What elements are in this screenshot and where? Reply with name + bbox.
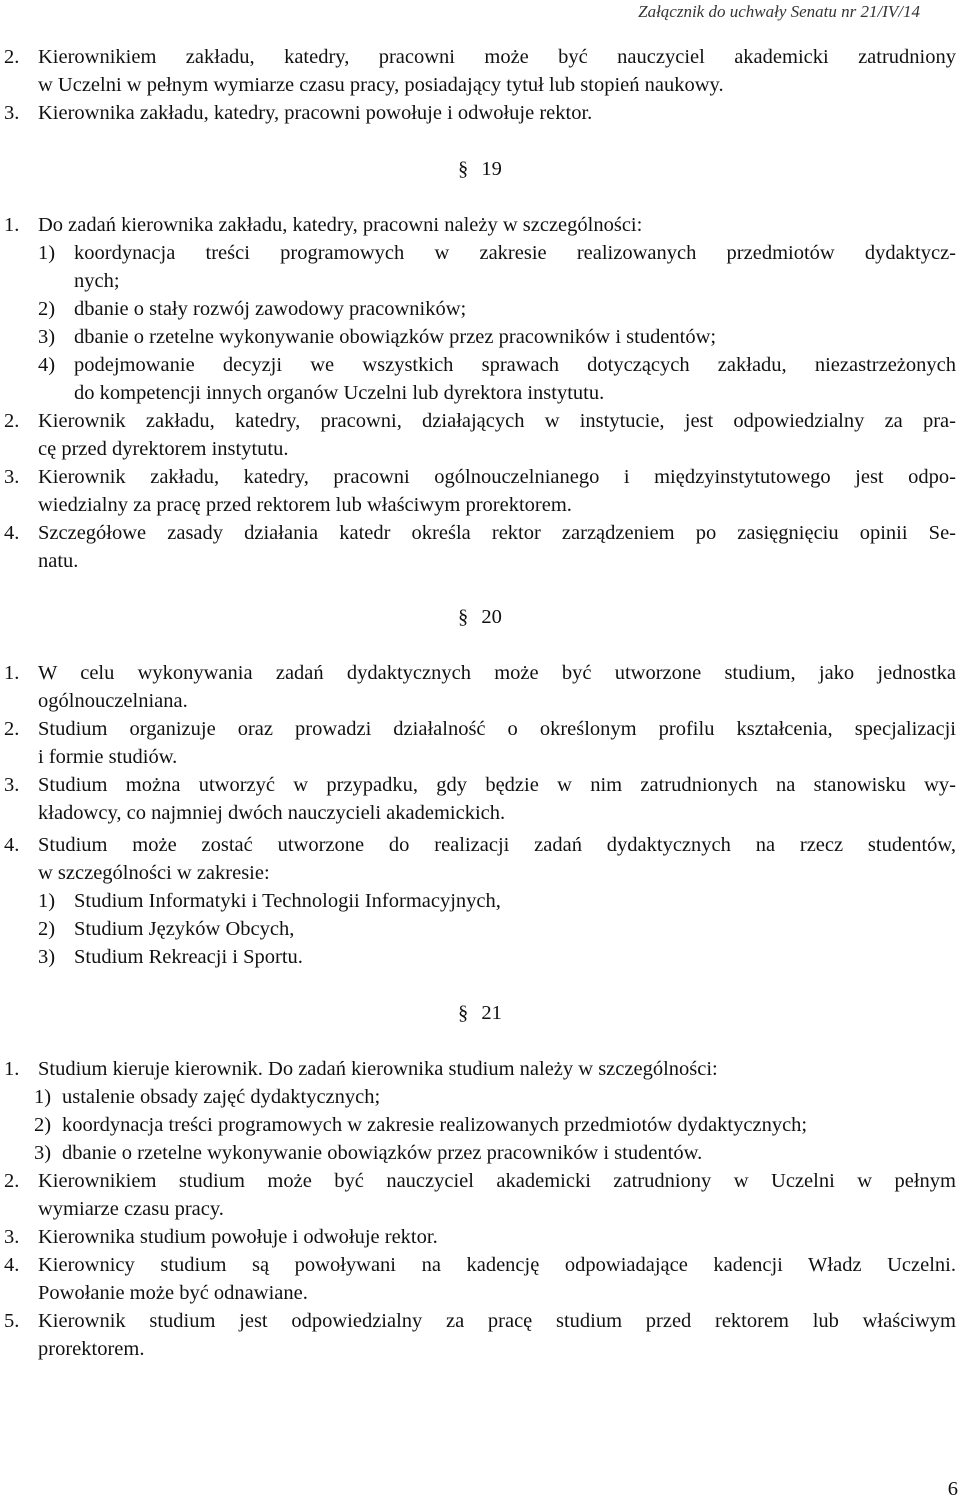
list-item-text: dbanie o rzetelne wykonywanie obowiązków przez pracowników i studentów;	[74, 326, 717, 348]
list-item-number: 3)	[38, 326, 56, 348]
list-item-text: koordynacja treści programowych w zakresie realizowanych przedmiotów dydaktycznych;	[62, 1114, 808, 1136]
document-header: Załącznik do uchwały Senatu nr 21/IV/14	[638, 2, 920, 21]
paragraph-text: wymiarze czasu pracy.	[38, 1198, 224, 1220]
list-item-text: Studium Rekreacji i Sportu.	[74, 946, 303, 968]
list-item-number: 3)	[38, 946, 56, 968]
paragraph-text: w Uczelni w pełnym wymiarze czasu pracy, posiadający tytuł lub stopień naukowy.	[38, 74, 724, 96]
paragraph-number: 4.	[4, 522, 20, 544]
paragraph-text: prorektorem.	[38, 1338, 145, 1360]
paragraph-text: Kierownik zakładu, katedry, pracowni, działających w instytucie, jest odpowiedzialny za pra-	[38, 410, 956, 432]
paragraph-text: W celu wykonywania zadań dydaktycznych może być utworzone studium, jako jednostka	[38, 662, 956, 684]
section-number: 20	[481, 606, 502, 628]
paragraph-text: Powołanie może być odnawiane.	[38, 1282, 308, 1304]
paragraph-number: 3.	[4, 1226, 20, 1248]
paragraph-number: 2.	[4, 718, 20, 740]
section-sign: §	[458, 158, 469, 180]
paragraph-number: 3.	[4, 102, 20, 124]
paragraph-text: i formie studiów.	[38, 746, 178, 768]
paragraph-number: 2.	[4, 46, 20, 68]
paragraph-text: Studium kieruje kierownik. Do zadań kierownika studium należy w szczególności:	[38, 1058, 718, 1080]
paragraph-text: Kierownicy studium są powoływani na kadencję odpowiadające kadencji Władz Uczelni.	[38, 1254, 956, 1276]
list-item-number: 1)	[38, 890, 56, 912]
list-item-text: ustalenie obsady zajęć dydaktycznych;	[62, 1086, 381, 1108]
section-number: 21	[481, 1002, 502, 1024]
list-item-text: dbanie o stały rozwój zawodowy pracowników;	[74, 298, 467, 320]
paragraph-text: kładowcy, co najmniej dwóch nauczycieli akademickich.	[38, 802, 506, 824]
paragraph-text: ogólnouczelniana.	[38, 690, 188, 712]
section-heading-21	[458, 999, 502, 1027]
paragraph-number: 1.	[4, 662, 20, 684]
paragraph-text: Szczegółowe zasady działania katedr określa rektor zarządzeniem po zasięgnięciu opinii Se-	[38, 522, 956, 544]
paragraph-text: Studium może zostać utworzone do realizacji zadań dydaktycznych na rzecz studentów,	[38, 834, 956, 856]
paragraph-number: 3.	[4, 466, 20, 488]
list-item-number: 2)	[38, 298, 56, 320]
paragraph-number: 1.	[4, 214, 20, 236]
list-item-number: 3)	[34, 1142, 52, 1164]
paragraph-number: 4.	[4, 1254, 20, 1276]
paragraph-text: wiedzialny za pracę przed rektorem lub właściwym prorektorem.	[38, 494, 572, 516]
paragraph-text: w szczególności w zakresie:	[38, 862, 270, 884]
list-item-text: dbanie o rzetelne wykonywanie obowiązków przez pracowników i studentów.	[62, 1142, 703, 1164]
list-item-text: nych;	[74, 270, 120, 292]
paragraph-text: cę przed dyrektorem instytutu.	[38, 438, 289, 460]
list-item-number: 1)	[38, 242, 56, 264]
list-item-text: Studium Języków Obcych,	[74, 918, 295, 940]
list-item-text: Studium Informatyki i Technologii Informacyjnych,	[74, 890, 501, 912]
paragraph-number: 2.	[4, 1170, 20, 1192]
paragraph-text: Kierownikiem studium może być nauczyciel akademicki zatrudniony w Uczelni w pełnym	[38, 1170, 956, 1192]
section-heading-19	[458, 155, 502, 183]
paragraph-text: Studium można utworzyć w przypadku, gdy będzie w nim zatrudnionych na stanowisku wy-	[38, 774, 956, 796]
paragraph-number: 1.	[4, 1058, 20, 1080]
paragraph-number: 2.	[4, 410, 20, 432]
list-item-text: koordynacja treści programowych w zakresie realizowanych przedmiotów dydaktycz-	[74, 242, 956, 264]
paragraph-number: 4.	[4, 834, 20, 856]
paragraph-text: Kierownika studium powołuje i odwołuje rektor.	[38, 1226, 438, 1248]
paragraph-text: Kierownik zakładu, katedry, pracowni ogólnouczelnianego i międzyinstytutowego jest odpo-	[38, 466, 956, 488]
section-sign: §	[458, 606, 469, 628]
list-item-text: podejmowanie decyzji we wszystkich sprawach dotyczących zakładu, niezastrzeżonych	[74, 354, 956, 376]
paragraph-text: natu.	[38, 550, 79, 572]
paragraph-number: 3.	[4, 774, 20, 796]
list-item-number: 1)	[34, 1086, 52, 1108]
list-item-number: 2)	[34, 1114, 52, 1136]
page-number: 6	[947, 1478, 958, 1500]
paragraph-text: Studium organizuje oraz prowadzi działalność o określonym profilu kształcenia, specjalizacji	[38, 718, 956, 740]
list-item-number: 2)	[38, 918, 56, 940]
paragraph-text: Kierownikiem zakładu, katedry, pracowni może być nauczyciel akademicki zatrudniony	[38, 46, 956, 68]
section-sign: §	[458, 1002, 469, 1024]
paragraph-number: 5.	[4, 1310, 20, 1332]
section-number: 19	[481, 158, 502, 180]
list-item-text: do kompetencji innych organów Uczelni lub dyrektora instytutu.	[74, 382, 605, 404]
paragraph-text: Do zadań kierownika zakładu, katedry, pracowni należy w szczególności:	[38, 214, 643, 236]
section-heading-20	[458, 603, 502, 631]
list-item-number: 4)	[38, 354, 56, 376]
paragraph-text: Kierownik studium jest odpowiedzialny za pracę studium przed rektorem lub właściwym	[38, 1310, 956, 1332]
paragraph-text: Kierownika zakładu, katedry, pracowni powołuje i odwołuje rektor.	[38, 102, 593, 124]
